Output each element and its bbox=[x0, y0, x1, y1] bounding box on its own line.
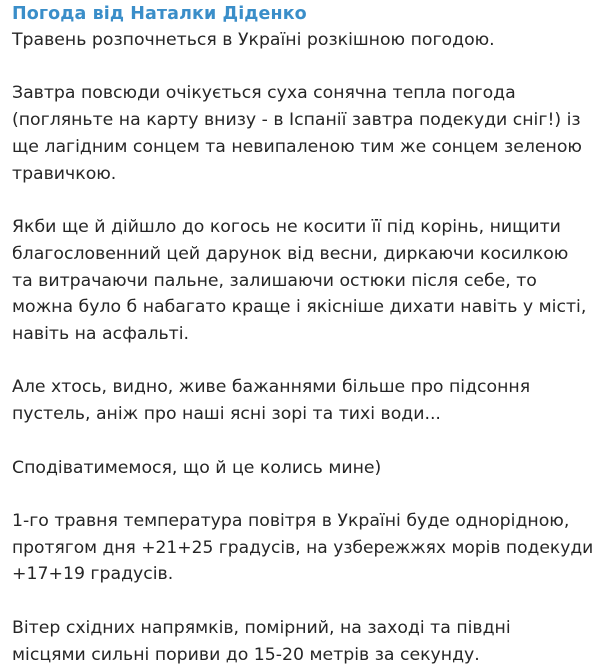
post-line: 1-го травня температура повітря в Україні буде однорідною, bbox=[12, 510, 570, 531]
post-line: (погляньте на карту внизу - в Іспанії завтра подекуди сніг!) із bbox=[12, 110, 581, 131]
post-line: Завтра повсюди очікується суха сонячна тепла погода bbox=[12, 83, 516, 104]
post-line: благословенний цей дарунок від весни, диркаючи косилкою bbox=[12, 243, 569, 264]
post-line: ще лагідним сонцем та невипаленою тим же сонцем зеленою bbox=[12, 136, 582, 157]
post-line: Якби ще й дійшло до когось не косити її під корінь, нищити bbox=[12, 216, 561, 237]
post-line: Травень розпочнеться в Україні розкішною погодою. bbox=[12, 30, 495, 50]
post-line: пустель, аніж про наші ясні зорі та тихі води... bbox=[12, 404, 441, 425]
post-line: можна було б набагато краще і якісніше дихати навіть у місті, bbox=[12, 297, 587, 318]
post-line: навіть на асфальті. bbox=[12, 324, 190, 345]
post-line: та витрачаючи пальне, залишаючи остюки після себе, то bbox=[12, 270, 537, 291]
post-line: місцями сильні пориви до 15-20 метрів за секунду. bbox=[12, 644, 480, 665]
post-line: протягом дня +21+25 градусів, на узбережжях морів подекуди bbox=[12, 537, 594, 558]
post-paragraph-1 bbox=[12, 27, 596, 54]
post-line: Але хтось, видно, живе бажаннями більше про підсоння bbox=[12, 377, 531, 398]
post-line: Вітер східних напрямків, помірний, на заході та півдні bbox=[12, 617, 511, 638]
post-paragraph-5 bbox=[12, 455, 596, 482]
channel-name-link[interactable]: Погода від Наталки Діденко bbox=[12, 4, 307, 24]
post-line: +17+19 градусів. bbox=[12, 564, 174, 585]
post-paragraph-7 bbox=[12, 615, 596, 668]
post-line: травичкою. bbox=[12, 163, 117, 184]
post-paragraph-4 bbox=[12, 374, 596, 428]
post-paragraph-2 bbox=[12, 80, 596, 187]
post-paragraph-6 bbox=[12, 508, 596, 588]
post-paragraph-3 bbox=[12, 214, 596, 348]
post-line: Сподіватимемося, що й це колись мине) bbox=[12, 457, 382, 478]
